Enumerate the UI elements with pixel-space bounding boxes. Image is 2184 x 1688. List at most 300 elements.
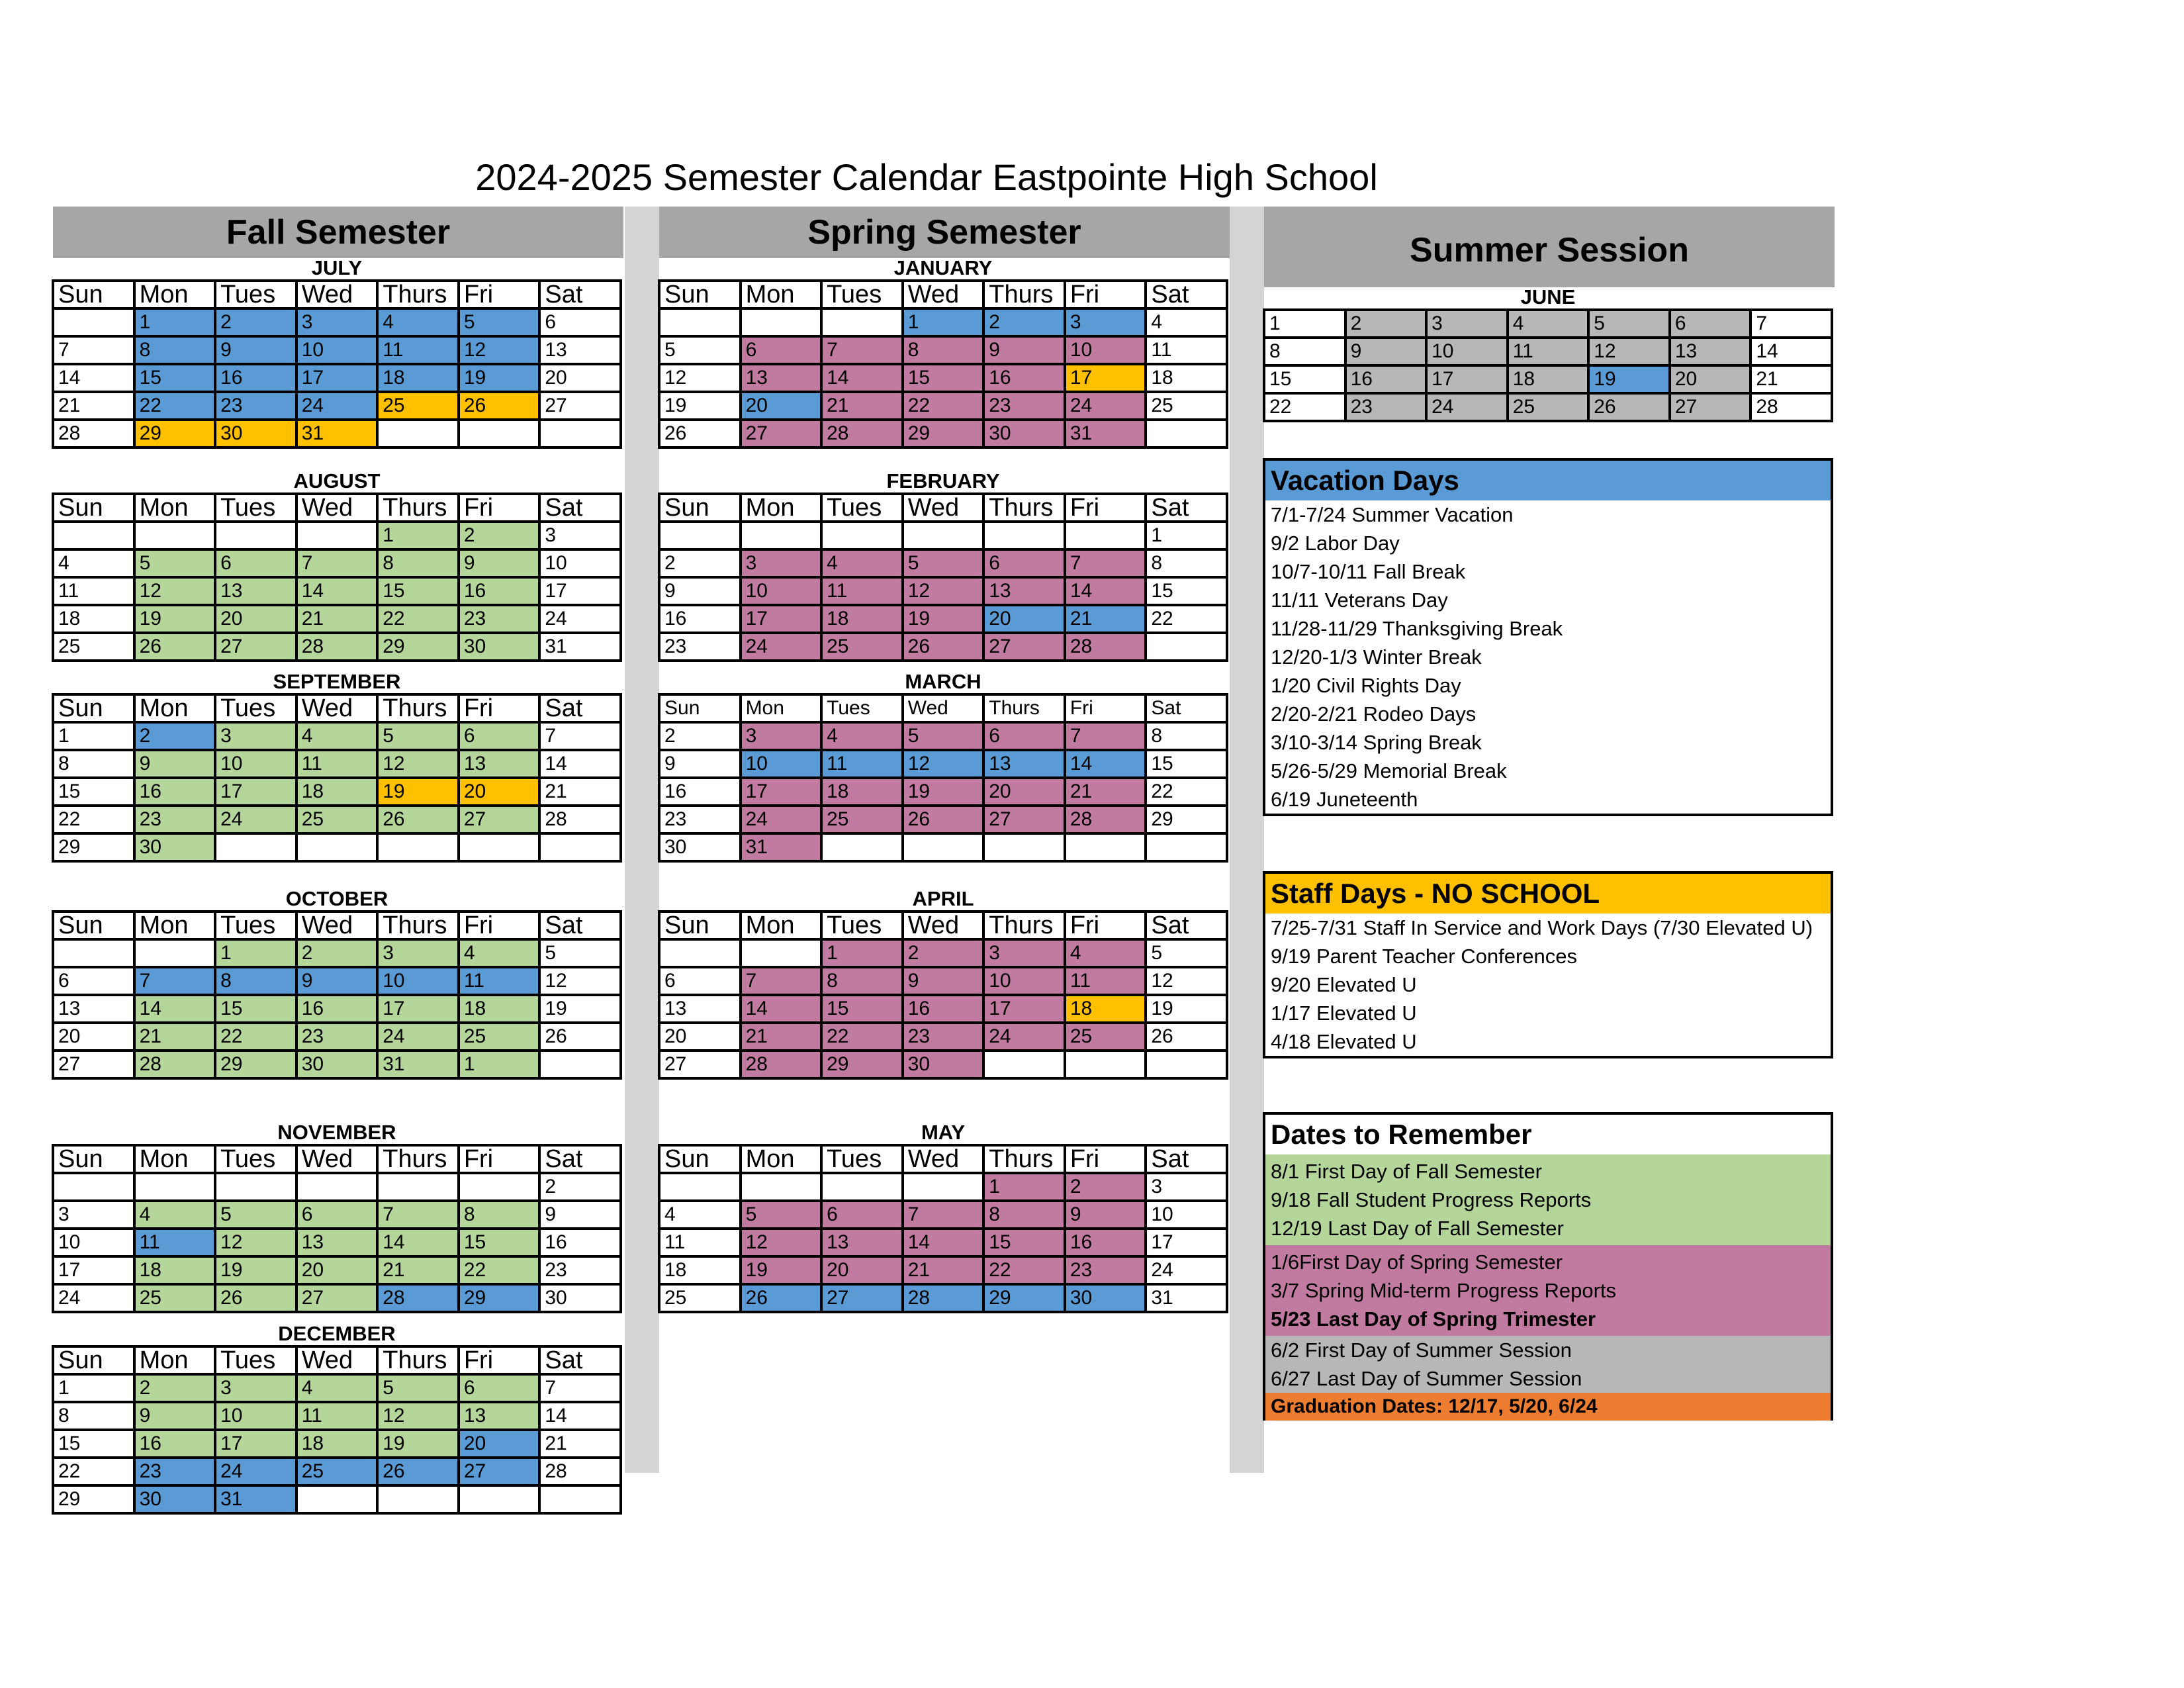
day-cell (377, 1173, 459, 1201)
week-row (53, 633, 621, 661)
weekday-header-row (53, 281, 621, 308)
day-cell (1065, 833, 1146, 861)
weekday-header: Tues (215, 694, 296, 722)
week-row (659, 995, 1227, 1023)
day-cell: 14 (53, 364, 134, 392)
weekday-header: Fri (1065, 694, 1146, 722)
day-cell (296, 833, 378, 861)
day-cell: 28 (1065, 806, 1146, 833)
week-row (659, 633, 1227, 661)
day-cell: 30 (539, 1284, 621, 1312)
week-row (53, 1402, 621, 1430)
day-cell: 3 (983, 939, 1065, 967)
day-cell: 16 (296, 995, 378, 1023)
weekday-header: Thurs (377, 281, 459, 308)
day-cell: 7 (377, 1201, 459, 1229)
day-cell: 10 (377, 967, 459, 995)
weekday-header: Sat (539, 1346, 621, 1374)
spring-dates-list (1265, 1248, 1831, 1333)
day-cell (539, 1051, 621, 1078)
day-cell: 28 (821, 420, 903, 447)
weekday-header: Sun (659, 694, 741, 722)
day-cell: 14 (296, 577, 378, 605)
day-cell: 17 (377, 995, 459, 1023)
day-cell: 4 (1065, 939, 1146, 967)
day-cell: 9 (539, 1201, 621, 1229)
day-cell: 16 (215, 364, 296, 392)
day-cell: 20 (741, 392, 822, 420)
weekday-header: Thurs (377, 912, 459, 939)
day-cell: 2 (659, 722, 741, 750)
column-divider-left (625, 207, 659, 1473)
day-cell: 13 (53, 995, 134, 1023)
day-cell: 7 (134, 967, 216, 995)
weekday-header: Sat (539, 281, 621, 308)
day-cell: 6 (983, 722, 1065, 750)
day-cell: 10 (741, 750, 822, 778)
day-cell: 21 (296, 605, 378, 633)
day-cell: 25 (377, 392, 459, 420)
day-cell (1065, 1051, 1146, 1078)
day-cell: 15 (903, 364, 984, 392)
list-item: 9/2 Labor Day (1271, 532, 1400, 555)
month-november (52, 1121, 622, 1313)
day-cell: 11 (821, 577, 903, 605)
weekday-header: Tues (821, 694, 903, 722)
day-cell: 15 (983, 1229, 1065, 1256)
day-cell (134, 1173, 216, 1201)
day-cell: 9 (659, 577, 741, 605)
day-cell: 24 (983, 1023, 1065, 1051)
day-cell: 29 (983, 1284, 1065, 1312)
day-cell: 3 (296, 308, 378, 336)
day-cell: 24 (539, 605, 621, 633)
day-cell (821, 522, 903, 549)
day-cell: 11 (1146, 336, 1227, 364)
week-row (659, 364, 1227, 392)
summer-dates-list (1265, 1336, 1831, 1393)
day-cell: 14 (1065, 750, 1146, 778)
weekday-header: Thurs (377, 694, 459, 722)
day-cell: 28 (296, 633, 378, 661)
day-cell: 13 (659, 995, 741, 1023)
week-row (1264, 393, 1832, 421)
week-row (1264, 338, 1832, 365)
day-cell: 8 (1146, 722, 1227, 750)
list-item: 6/27 Last Day of Summer Session (1271, 1367, 1582, 1390)
list-item: 5/23 Last Day of Spring Trimester (1271, 1307, 1596, 1331)
day-cell: 10 (1065, 336, 1146, 364)
week-row (659, 522, 1227, 549)
day-cell (539, 420, 621, 447)
day-cell: 15 (134, 364, 216, 392)
week-row (659, 833, 1227, 861)
day-cell: 17 (1146, 1229, 1227, 1256)
day-cell: 4 (296, 1374, 378, 1402)
week-row (53, 308, 621, 336)
day-cell: 23 (134, 1458, 216, 1485)
day-cell: 9 (215, 336, 296, 364)
day-cell: 12 (377, 750, 459, 778)
spring-dates-group (1265, 1245, 1831, 1336)
day-cell: 15 (53, 778, 134, 806)
day-cell: 19 (377, 778, 459, 806)
day-cell: 25 (1065, 1023, 1146, 1051)
day-cell: 18 (134, 1256, 216, 1284)
day-cell: 22 (377, 605, 459, 633)
weekday-header: Sat (1146, 281, 1227, 308)
day-cell: 3 (215, 722, 296, 750)
day-cell: 30 (903, 1051, 984, 1078)
vacation-days-panel (1263, 458, 1833, 816)
weekday-header: Wed (903, 281, 984, 308)
weekday-header: Wed (296, 912, 378, 939)
week-row (53, 806, 621, 833)
day-cell: 30 (983, 420, 1065, 447)
day-cell: 10 (983, 967, 1065, 995)
day-cell: 9 (659, 750, 741, 778)
weekday-header: Tues (215, 1346, 296, 1374)
day-cell: 6 (1670, 310, 1751, 338)
day-cell: 17 (741, 778, 822, 806)
day-cell: 25 (821, 806, 903, 833)
day-cell: 22 (1264, 393, 1345, 421)
day-cell: 28 (1751, 393, 1832, 421)
day-cell: 3 (377, 939, 459, 967)
day-cell: 12 (741, 1229, 822, 1256)
weekday-header: Fri (459, 494, 540, 522)
day-cell: 19 (903, 605, 984, 633)
weekday-header: Thurs (983, 912, 1065, 939)
week-row (53, 967, 621, 995)
weekday-header-row (53, 494, 621, 522)
day-cell: 31 (539, 633, 621, 661)
day-cell: 28 (134, 1051, 216, 1078)
weekday-header: Fri (459, 694, 540, 722)
weekday-header: Wed (296, 1145, 378, 1173)
day-cell (53, 522, 134, 549)
day-cell: 4 (821, 549, 903, 577)
day-cell: 13 (215, 577, 296, 605)
day-cell: 20 (459, 1430, 540, 1458)
weekday-header: Tues (821, 1145, 903, 1173)
day-cell (983, 522, 1065, 549)
weekday-header: Tues (215, 494, 296, 522)
day-cell: 23 (539, 1256, 621, 1284)
day-cell (1146, 1051, 1227, 1078)
day-cell: 20 (821, 1256, 903, 1284)
day-cell: 14 (1065, 577, 1146, 605)
day-cell: 12 (215, 1229, 296, 1256)
day-cell: 14 (1751, 338, 1832, 365)
week-row (53, 420, 621, 447)
weekday-header: Mon (741, 694, 822, 722)
day-cell: 11 (821, 750, 903, 778)
day-cell: 12 (903, 750, 984, 778)
day-cell: 5 (215, 1201, 296, 1229)
day-cell: 5 (377, 1374, 459, 1402)
weekday-header: Wed (903, 694, 984, 722)
week-row (659, 750, 1227, 778)
weekday-header: Mon (741, 912, 822, 939)
day-cell: 11 (459, 967, 540, 995)
week-row (53, 522, 621, 549)
day-cell (741, 939, 822, 967)
day-cell: 20 (1670, 365, 1751, 393)
day-cell: 4 (1508, 310, 1589, 338)
day-cell: 31 (1065, 420, 1146, 447)
day-cell: 7 (1751, 310, 1832, 338)
day-cell: 26 (903, 633, 984, 661)
day-cell: 1 (377, 522, 459, 549)
day-cell (296, 522, 378, 549)
list-item: 9/20 Elevated U (1271, 973, 1417, 996)
day-cell (741, 522, 822, 549)
day-cell: 13 (539, 336, 621, 364)
day-cell: 15 (215, 995, 296, 1023)
day-cell: 3 (1426, 310, 1508, 338)
day-cell: 15 (377, 577, 459, 605)
day-cell: 9 (983, 336, 1065, 364)
weekday-header-row (53, 694, 621, 722)
day-cell: 7 (1065, 722, 1146, 750)
weekday-header: Sun (53, 1145, 134, 1173)
day-cell (659, 522, 741, 549)
day-cell: 4 (377, 308, 459, 336)
day-cell: 21 (53, 392, 134, 420)
day-cell: 11 (659, 1229, 741, 1256)
day-cell: 5 (1146, 939, 1227, 967)
day-cell: 24 (377, 1023, 459, 1051)
day-cell: 8 (821, 967, 903, 995)
day-cell: 25 (296, 1458, 378, 1485)
day-cell (1146, 420, 1227, 447)
day-cell: 1 (459, 1051, 540, 1078)
day-cell: 26 (215, 1284, 296, 1312)
weekday-header: Thurs (983, 694, 1065, 722)
day-cell: 7 (821, 336, 903, 364)
day-cell: 6 (53, 967, 134, 995)
day-cell: 20 (215, 605, 296, 633)
day-cell: 14 (134, 995, 216, 1023)
calendar-grid (658, 279, 1228, 449)
week-row (53, 1023, 621, 1051)
day-cell: 28 (1065, 633, 1146, 661)
day-cell: 17 (1065, 364, 1146, 392)
day-cell: 8 (377, 549, 459, 577)
day-cell (459, 1173, 540, 1201)
list-item: 9/19 Parent Teacher Conferences (1271, 945, 1578, 968)
day-cell: 4 (659, 1201, 741, 1229)
day-cell: 13 (983, 577, 1065, 605)
weekday-header: Sat (539, 1145, 621, 1173)
calendar-grid (52, 1144, 622, 1313)
month-title: DECEMBER (278, 1322, 396, 1345)
day-cell: 19 (134, 605, 216, 633)
day-cell: 18 (659, 1256, 741, 1284)
list-item: 6/2 First Day of Summer Session (1271, 1338, 1572, 1362)
day-cell: 12 (134, 577, 216, 605)
day-cell: 17 (296, 364, 378, 392)
day-cell: 16 (459, 577, 540, 605)
day-cell: 15 (459, 1229, 540, 1256)
day-cell: 1 (215, 939, 296, 967)
day-cell: 3 (741, 722, 822, 750)
day-cell: 27 (983, 633, 1065, 661)
day-cell (741, 308, 822, 336)
day-cell: 29 (53, 1485, 134, 1513)
week-row (659, 577, 1227, 605)
week-row (53, 577, 621, 605)
month-title: SEPTEMBER (273, 670, 401, 693)
week-row (659, 722, 1227, 750)
vacation-days-list (1265, 500, 1831, 814)
day-cell: 7 (53, 336, 134, 364)
day-cell: 31 (741, 833, 822, 861)
weekday-header: Mon (741, 1145, 822, 1173)
day-cell: 16 (1345, 365, 1427, 393)
day-cell: 25 (821, 633, 903, 661)
day-cell: 31 (377, 1051, 459, 1078)
day-cell: 23 (1345, 393, 1427, 421)
day-cell: 9 (903, 967, 984, 995)
weekday-header: Thurs (377, 494, 459, 522)
weekday-header: Sun (53, 1346, 134, 1374)
day-cell (1146, 833, 1227, 861)
weekday-header-row (659, 694, 1227, 722)
list-item: 1/6First Day of Spring Semester (1271, 1250, 1563, 1274)
day-cell: 15 (53, 1430, 134, 1458)
week-row (53, 549, 621, 577)
day-cell: 16 (903, 995, 984, 1023)
day-cell: 22 (821, 1023, 903, 1051)
day-cell: 13 (296, 1229, 378, 1256)
day-cell: 25 (134, 1284, 216, 1312)
day-cell: 14 (741, 995, 822, 1023)
day-cell: 20 (659, 1023, 741, 1051)
weekday-header: Sat (539, 694, 621, 722)
day-cell: 18 (821, 605, 903, 633)
day-cell: 4 (134, 1201, 216, 1229)
weekday-header: Tues (215, 1145, 296, 1173)
day-cell: 27 (215, 633, 296, 661)
day-cell: 10 (741, 577, 822, 605)
week-row (659, 1051, 1227, 1078)
day-cell: 5 (377, 722, 459, 750)
month-title: FEBRUARY (886, 469, 1000, 492)
weekday-header: Mon (741, 494, 822, 522)
week-row (659, 420, 1227, 447)
week-row (53, 939, 621, 967)
list-item: 8/1 First Day of Fall Semester (1271, 1160, 1543, 1183)
day-cell: 4 (459, 939, 540, 967)
day-cell: 8 (53, 750, 134, 778)
day-cell: 20 (296, 1256, 378, 1284)
day-cell: 21 (377, 1256, 459, 1284)
week-row (53, 392, 621, 420)
list-item: 11/11 Veterans Day (1271, 588, 1448, 612)
week-row (53, 605, 621, 633)
week-row (53, 833, 621, 861)
month-april (658, 888, 1228, 1080)
day-cell: 13 (1670, 338, 1751, 365)
day-cell: 2 (1065, 1173, 1146, 1201)
day-cell (296, 1485, 378, 1513)
day-cell (215, 1173, 296, 1201)
day-cell: 5 (459, 308, 540, 336)
month-june (1263, 286, 1833, 422)
week-row (659, 967, 1227, 995)
day-cell: 7 (296, 549, 378, 577)
weekday-header: Sat (1146, 912, 1227, 939)
weekday-header: Sat (539, 912, 621, 939)
day-cell: 27 (539, 392, 621, 420)
weekday-header: Sun (53, 912, 134, 939)
day-cell: 23 (983, 392, 1065, 420)
day-cell: 18 (1065, 995, 1146, 1023)
month-title: JANUARY (893, 256, 993, 279)
day-cell: 9 (459, 549, 540, 577)
week-row (53, 995, 621, 1023)
day-cell: 25 (53, 633, 134, 661)
day-cell: 10 (1426, 338, 1508, 365)
list-item: 10/7-10/11 Fall Break (1271, 560, 1466, 583)
weekday-header: Sun (53, 494, 134, 522)
day-cell: 13 (821, 1229, 903, 1256)
day-cell (983, 833, 1065, 861)
day-cell (134, 939, 216, 967)
day-cell: 29 (1146, 806, 1227, 833)
day-cell: 2 (983, 308, 1065, 336)
weekday-header: Wed (296, 281, 378, 308)
day-cell: 28 (903, 1284, 984, 1312)
day-cell: 4 (53, 549, 134, 577)
day-cell: 13 (983, 750, 1065, 778)
day-cell (459, 1485, 540, 1513)
list-item: 11/28-11/29 Thanksgiving Break (1271, 617, 1563, 640)
day-cell: 31 (296, 420, 378, 447)
month-march (658, 671, 1228, 863)
day-cell: 2 (296, 939, 378, 967)
month-august (52, 470, 622, 662)
day-cell: 14 (539, 750, 621, 778)
week-row (53, 1374, 621, 1402)
month-october (52, 888, 622, 1080)
weekday-header: Tues (215, 912, 296, 939)
day-cell: 11 (377, 336, 459, 364)
week-row (659, 549, 1227, 577)
day-cell: 11 (1065, 967, 1146, 995)
day-cell: 22 (1146, 778, 1227, 806)
weekday-header: Thurs (983, 281, 1065, 308)
day-cell: 10 (53, 1229, 134, 1256)
calendar-grid (658, 910, 1228, 1080)
day-cell: 2 (134, 1374, 216, 1402)
day-cell: 25 (659, 1284, 741, 1312)
day-cell: 9 (296, 967, 378, 995)
weekday-header: Thurs (377, 1346, 459, 1374)
day-cell: 28 (539, 806, 621, 833)
day-cell: 20 (459, 778, 540, 806)
list-item: 3/7 Spring Mid-term Progress Reports (1271, 1279, 1617, 1302)
day-cell: 31 (1146, 1284, 1227, 1312)
day-cell: 10 (539, 549, 621, 577)
day-cell: 8 (983, 1201, 1065, 1229)
month-title: MAY (921, 1121, 966, 1144)
day-cell: 27 (983, 806, 1065, 833)
month-february (658, 470, 1228, 662)
day-cell: 25 (1146, 392, 1227, 420)
